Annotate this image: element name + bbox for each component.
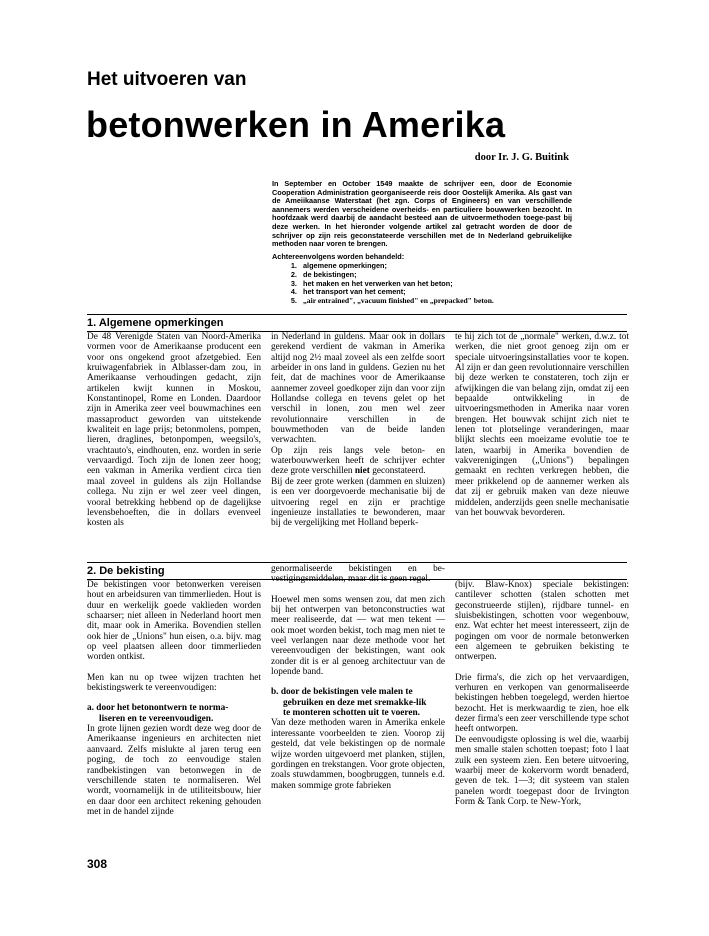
subheading-line: a. door het betonontwern te norma- bbox=[87, 703, 229, 714]
section-2-column-2 bbox=[271, 564, 445, 791]
section-2-title: 2. De bekisting bbox=[87, 565, 165, 577]
body-paragraph: De bekistingen voor betonwerken vereisen hout en arbeidsuren van timmerlieden. Hout is duur en werkelijk goede vaklieden worden schaarser; niet alleen in Nederland hoort men dit, maar ook in Amerika. Bovendien stellen ook hier de „Unions" hun eisen, o.a. bijv. mag op veel plaatsen alleen door timmerlieden worden ontkist. bbox=[87, 580, 261, 663]
subheading-line: gebruiken en deze met sremakke-lik bbox=[283, 697, 427, 708]
intro-topic-item: 4. het transport van het cement; bbox=[299, 288, 572, 297]
intro-topic-item: 1. algemene opmerkingen; bbox=[299, 262, 572, 271]
body-text: Op zijn reis langs vele beton- en waterbouwwerken heeft de schrijver echter deze grote verschillen bbox=[271, 445, 445, 477]
subheading-line: liseren en te vereenvoudigen. bbox=[99, 713, 214, 724]
body-paragraph: genormaliseerde bekistingen en be-vestigingsmiddelen, maar dit is geen regel. bbox=[271, 564, 445, 585]
section-2-column-3 bbox=[455, 580, 629, 807]
section-1-title: 1. Algemene opmerkingen bbox=[87, 317, 224, 329]
body-paragraph: De eenvoudigste oplossing is wel die, waarbij men smalle stalen schotten toepast; foto l laat zulk een systeem zien. Een betere uitvoering, waarbij meer de kokervorm wordt benaderd, geven de tek. 1—3; dit systeem van stalen panelen wordt toegepast door de Irvington Form & Tank Corp. te New-York, bbox=[455, 734, 629, 807]
body-paragraph: (bijv. Blaw-Knox) speciale bekistingen: cantilever schotten (stalen schotten met geconstrueerde stijlen), rijdbare tunnel- en sluisbekistingen, schotten voor wegenbouw, enz. Wat echter het meest interesseert, zijn de pogingen om voor de normale betonwerken een algemeen te gebruiken bekisting te ontwerpen. bbox=[455, 580, 629, 663]
body-text: geconstateerd. bbox=[369, 466, 426, 477]
subheading-line: te monteren schotten uit te voeren. bbox=[283, 708, 421, 719]
subheading-b bbox=[271, 687, 445, 718]
section-1-column-1 bbox=[87, 332, 261, 529]
intro-topic-list bbox=[272, 262, 572, 305]
body-paragraph: te hij zich tot de „normale" werken, d.w.z. tot werken, die niet groot genoeg zijn om er speciale uitvoeringsinstallaties voor te kopen. Al zijn er dan geen revolutionnaire verschillen bij deze werken te constateren, toch zijn er afwijkingen die van belang zijn, omdat zij een bepaalde ontwikkeling in de uitvoeringsmethoden in Amerika naar voren brengen. Het bouwvak schijnt zich niet te lenen tot plotselinge veranderingen, maar blijkt slechts een moeizame evolutie toe te laten, waarbij in Amerika bovendien de vakverenigingen („Unions") bepalingen gemaakt en rechten verkregen hebben, die meer prikkelend op de aannemer werken als dat zij er gebruik maken van deze nieuwe middelen, anderzijds geen snelle mechanisatie van het bouwvak bevorderen. bbox=[455, 332, 629, 518]
body-paragraph: Drie firma's, die zich op het vervaardigen, verhuren en verkopen van genormaliseerde bekistingen hebben toegelegd, werden hiertoe bezocht. Het is merkwaardig te zien, hoe elk dezer firma's een zeer verschillende type schot heeft ontworpen. bbox=[455, 672, 629, 735]
intro-paragraph: In September en October 1549 maakte de schrijver een, door de Economie Cooperation Administration georganiseerde reis door Oostelijk Amerika. Als gast van de Ameiikaanse Waterstaat (het zgn. Corps of Engineers) en van verschillende aannemers werden verscheidene overheids- en particuliere bouwwerken bezocht. In hoofdzaak werd daarbij de aandacht besteed aan de uitvoermethoden toege-past bij deze werken. In het hieronder volgende artikel zal getracht worden de door de schrijver op zijn reis geconstateerde verschillen met de In Nederland gebruikelijke methoden naar voren te brengen. bbox=[272, 179, 572, 249]
body-paragraph: Van deze methoden waren in Amerika enkele interessante voorbeelden te zien. Voorop zij gesteld, dat vele bekistingen op de normale wijze worden uitgevoerd met planken, stijlen, gordingen en trekstangen. Voor grote objecten, zoals stuwdammen, boogbruggen, tunnels e.d. maken sommige grote fabrieken bbox=[271, 718, 445, 791]
intro-list-heading: Achtereenvolgens worden behandeld: bbox=[272, 251, 405, 261]
section-1-column-3 bbox=[455, 332, 629, 518]
section-2-column-1 bbox=[87, 580, 261, 817]
body-paragraph: In grote lijnen gezien wordt deze weg door de Amerikaanse ingenieurs en architecten niet aanvaard. Zelfs mislukte al jaren terug een poging, de toch zo eenvoudige stalen randbekistingen van betonwegen in de verschillende staten te normaliseren. Wel wordt, voornamelijk in de utiliteitsbouw, hier en daar door een architect rekening gehouden met in de handel zijnde bbox=[87, 724, 261, 817]
body-paragraph: De 48 Verenigde Staten van Noord-Amerika vormen voor de Amerikaanse producent een voor ons ongekend groot afzetgebied. Een kruiwagenfabriek in Alblasser-dam zou, in Amerikaanse verhoudingen gedacht, zijn artikelen kwijt kunnen in Moskou, Konstantinopel, Rome en Londen. Daardoor zijn in Amerika zeer veel bouwmachines een massaproduct geworden van uitstekende kwaliteit en lage prijs; betonmolens, pompen, lieren, draglines, betonpompen, weegsilo's, vrachtauto's, eindhouten, enz. worden in serie vervaardigd. Toch zijn de lonen zeer hoog; een vakman in Amerika verdient circa tien maal zoveel in guldens als zijn Hollandse collega. Nu zijn er wel zeer veel dingen, vooral betrekking hebbend op de dagelijkse levensbehoeften, die in dollars evenveel kosten als bbox=[87, 332, 261, 529]
intro-topic-item-text: „air entrained", „vacuum finished" en „prepacked" beton. bbox=[303, 295, 494, 305]
body-paragraph: Hoewel men soms wensen zou, dat men zich bij het ontwerpen van betonconstructies wat meer realiseerde, dat — wat men tekent — ook moet worden bekist, toch mag men niet te veel verlangen naar deze methode voor het vereenvoudigen der bekistingen, want ook zonder dit is er al genoeg architectuur van de lopende band. bbox=[271, 594, 445, 678]
intro-block bbox=[272, 180, 572, 305]
emphasis-text: niet bbox=[354, 466, 370, 477]
author: door Ir. J. G. Buitink bbox=[474, 152, 569, 163]
subheading-line: b. door de bekistingen vele malen te bbox=[271, 687, 413, 698]
page-number: 308 bbox=[87, 857, 108, 871]
intro-topic-item: 2. de bekistingen; bbox=[299, 271, 572, 280]
body-paragraph: in Nederland in guldens. Maar ook in dollars gerekend verdient de vakman in Amerika altijd nog 2½ maal zoveel als een zelfde soort arbeider in ons land in guldens. Gezien nu het feit, dat de machines voor de Amerikaanse aannemer zoveel goedkoper zijn dan voor zijn Hollandse collega en tevens gelet op het verschil in lonen, zou men wel zeer revolutionnaire verschillen in de bouwmethoden van de beide landen verwachten. bbox=[271, 332, 445, 446]
title-line-1: Het uitvoeren van bbox=[87, 69, 247, 90]
subheading-a bbox=[87, 703, 261, 724]
title-line-2: betonwerken in Amerika bbox=[86, 104, 506, 145]
body-paragraph: Men kan nu op twee wijzen trachten het bekistingswerk te vereenvoudigen: bbox=[87, 672, 261, 694]
intro-topic-item: 3. het maken en het verwerken van het beton; bbox=[299, 280, 572, 289]
section-divider bbox=[87, 314, 627, 315]
body-paragraph bbox=[271, 446, 445, 477]
intro-topic-item bbox=[299, 297, 572, 306]
section-1-column-2 bbox=[271, 332, 445, 529]
section-divider bbox=[87, 562, 627, 563]
body-paragraph: Bij de zeer grote werken (dammen en sluizen) is een ver doorgevoerde mechanisatie bij de uitvoering regel en zijn er prachtige ingenieuze installaties te bewonderen, maar bij de vergelijking met Holland beperk- bbox=[271, 476, 445, 529]
